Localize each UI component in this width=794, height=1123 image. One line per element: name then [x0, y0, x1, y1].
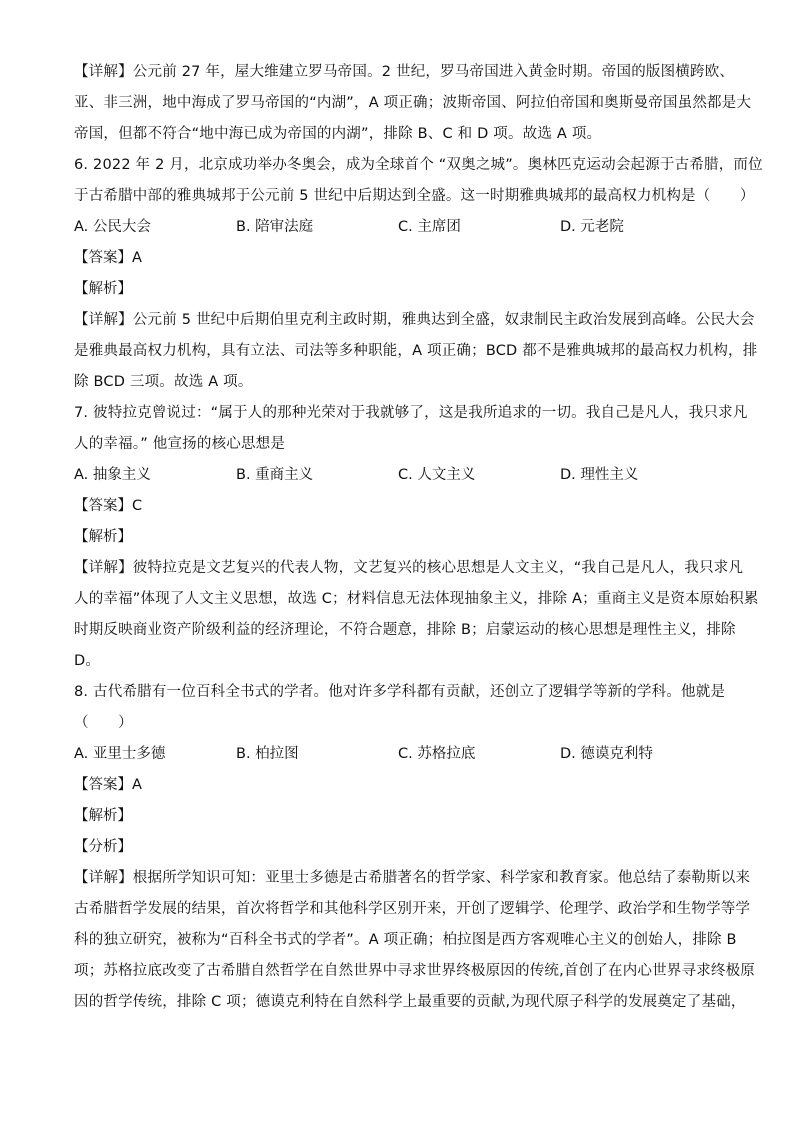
- answer-label: 【答案】A: [74, 777, 142, 793]
- question-text: 7. 彼特拉克曾说过：“属于人的那种光荣对于我就够了，这是我所追求的一切。我自己是凡人，我只求凡: [74, 405, 748, 421]
- detail-text: 项；苏格拉底改变了古希腊自然哲学在自然世界中寻求世界终极原因的传统,首创了在内心世界寻求终极原: [74, 963, 756, 979]
- options-row: [74, 217, 720, 237]
- question-text: 8. 古代希腊有一位百科全书式的学者。他对许多学科都有贡献，还创立了逻辑学等新的学科。他就是: [74, 684, 726, 700]
- option-d: D. 元老院: [560, 219, 624, 235]
- detail-text: 古希腊哲学发展的结果，首次将哲学和其他科学区别开来，开创了逻辑学、伦理学、政治学和生物学等学: [74, 901, 751, 917]
- option-c: C. 人文主义: [398, 467, 476, 483]
- answer-label: 【答案】C: [74, 498, 143, 514]
- question-text: 人的幸福。” 他宣扬的核心思想是: [74, 436, 286, 452]
- option-c: C. 苏格拉底: [398, 746, 476, 762]
- detail-text: 因的哲学传统，排除 C 项；德谟克利特在自然科学上最重要的贡献,为现代原子科学的发展奠定了基础，: [74, 994, 746, 1010]
- analysis-label: 【解析】: [74, 529, 132, 545]
- option-c: C. 主席团: [398, 219, 461, 235]
- question-text: 于古希腊中部的雅典城邦于公元前 5 世纪中后期达到全盛。这一时期雅典城邦的最高权力机构是（ ）: [74, 188, 755, 204]
- detail-text: 【详解】根据所学知识可知：亚里士多德是古希腊著名的哲学家、科学家和教育家。他总结了泰勒斯以来: [74, 870, 751, 886]
- options-row: [74, 465, 720, 485]
- text-line: 亚、非三洲，地中海成了罗马帝国的“内湖”，A 项正确；波斯帝国、阿拉伯帝国和奥斯曼帝国虽然都是大: [74, 95, 752, 111]
- answer-label: 【答案】A: [74, 250, 142, 266]
- text-line: 【详解】公元前 27 年，屋大维建立罗马帝国。2 世纪，罗马帝国进入黄金时期。帝国的版图横跨欧、: [74, 64, 735, 80]
- question-text: 6. 2022 年 2 月，北京成功举办冬奥会，成为全球首个 “双奥之城”。奥林匹克运动会起源于古希腊，而位: [74, 157, 763, 173]
- document-page: [74, 62, 763, 1012]
- detail-text: 人的幸福”体现了人文主义思想，故选 C；材料信息无法体现抽象主义，排除 A；重商主义是资本原始积累: [74, 591, 759, 607]
- detail-text: D。: [74, 653, 101, 669]
- option-b: B. 柏拉图: [236, 746, 299, 762]
- option-a: A. 公民大会: [74, 219, 151, 235]
- option-d: D. 德谟克利特: [560, 746, 653, 762]
- question-8: [74, 682, 756, 1012]
- option-b: B. 陪审法庭: [236, 219, 314, 235]
- option-d: D. 理性主义: [560, 467, 639, 483]
- option-a: A. 抽象主义: [74, 467, 151, 483]
- question-7: [74, 403, 759, 671]
- detail-block: [74, 62, 752, 144]
- detail-text: 【详解】公元前 5 世纪中后期伯里克利主政时期，雅典达到全盛，奴隶制民主政治发展到高峰。公民大会: [74, 312, 755, 328]
- fenxi-label: 【分析】: [74, 839, 132, 855]
- detail-text: 时期反映商业资产阶级利益的经济理论，不符合题意，排除 B；启蒙运动的核心思想是理性主义，排除: [74, 622, 736, 638]
- analysis-label: 【解析】: [74, 281, 132, 297]
- options-row: [74, 744, 720, 764]
- analysis-label: 【解析】: [74, 808, 132, 824]
- detail-text: 【详解】彼特拉克是文艺复兴的代表人物，文艺复兴的核心思想是人文主义，“我自己是凡人，我只求凡: [74, 560, 744, 576]
- question-text: （ ）: [74, 715, 133, 731]
- detail-text: 科的独立研究，被称为“百科全书式的学者”。A 项正确；柏拉图是西方客观唯心主义的创始人，排除 B: [74, 932, 737, 948]
- option-a: A. 亚里士多德: [74, 746, 166, 762]
- detail-text: 是雅典最高权力机构，具有立法、司法等多种职能，A 项正确；BCD 都不是雅典城邦的最高权力机构，排: [74, 343, 758, 359]
- question-6: [74, 155, 763, 392]
- detail-text: 除 BCD 三项。故选 A 项。: [74, 374, 253, 390]
- option-b: B. 重商主义: [236, 467, 314, 483]
- text-line: 帝国，但都不符合“地中海已成为帝国的内湖”，排除 B、C 和 D 项。故选 A 项。: [74, 126, 602, 142]
